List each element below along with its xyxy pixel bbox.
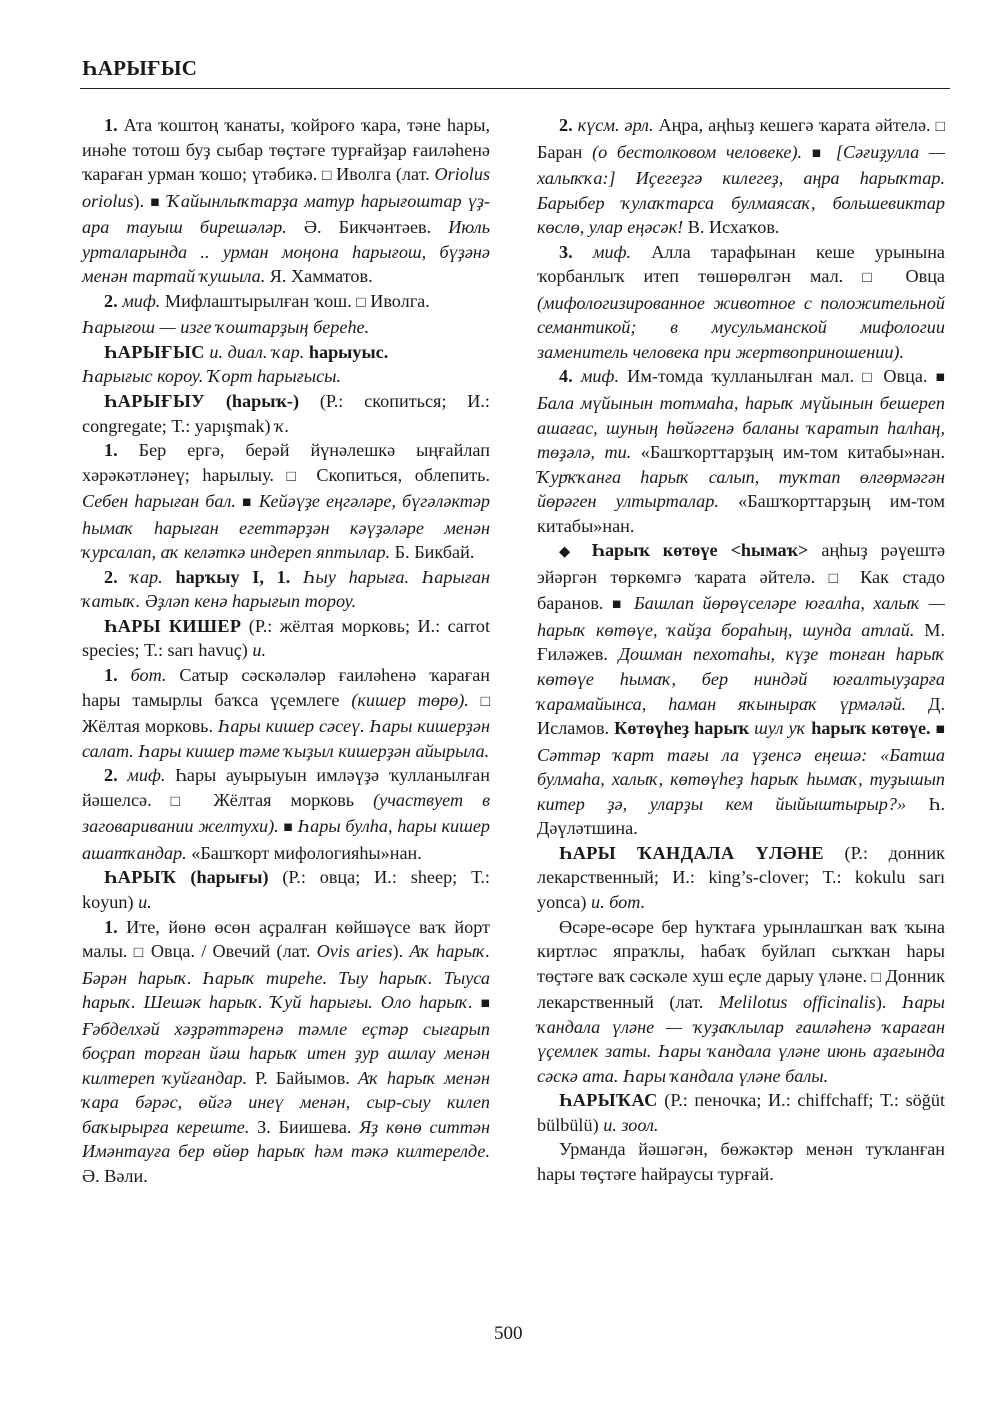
phrase-variant: Көтөүһеҙ һарыҡ bbox=[614, 718, 750, 739]
usage-label: миф. bbox=[572, 241, 632, 262]
entry-sense bbox=[82, 915, 490, 1189]
filled-square-icon bbox=[812, 142, 826, 162]
definition: Бер ергә, берәй йүнәлешкә ыңғайлап хәрәкәтләнеү; һарылыу. bbox=[82, 440, 490, 485]
definition: аңһыҙ рәүештә эйәргән төркөмгә ҡарата әйтелә. bbox=[537, 540, 946, 587]
sense-number: 2. bbox=[104, 765, 118, 786]
entry-sense bbox=[82, 565, 490, 614]
sense-number: 1. bbox=[104, 440, 118, 461]
entry-sense bbox=[82, 113, 490, 289]
equivalents: (Р.: жёлтая морковь; И.: carrot species; Т.: sarı havuç) bbox=[82, 615, 490, 661]
translation: Овца. / Овечий (лат. bbox=[144, 941, 317, 962]
usage-label: миф. bbox=[572, 366, 619, 387]
entry-sense bbox=[537, 113, 945, 240]
example: Дошман пехотаһы, күҙе тонған һарыҡ көтөүе һымаҡ, бер ниндәй юғалтыуҙарға ҡарамайынса, һаман яҡыныраҡ үрмәләй. bbox=[537, 644, 946, 714]
open-square-icon bbox=[862, 266, 886, 286]
dictionary-entry bbox=[82, 865, 490, 914]
latin-name: Oriolus oriolus bbox=[82, 164, 491, 211]
example: Бала мүйынын тотмаһа, һарыҡ мүйынын бешереп ашағас, шуның һөйәгенә баланы ҡаратып һалһаң, төҙәлә, ти. bbox=[537, 393, 945, 463]
part-of-speech: ҡ. bbox=[275, 415, 290, 436]
sense-number: 1. bbox=[104, 665, 118, 686]
open-square-icon bbox=[862, 366, 875, 386]
filled-square-icon bbox=[242, 491, 253, 511]
example: Сәттәр ҡарт тағы ла үҙенсә еңешә: «Батша булмаһа, халыҡ, көтөүһеҙ һарыҡ һымаҡ, туҙышып китер ҙә, уларҙы кем йыйыштырыр?» bbox=[537, 744, 945, 814]
source: Б. Бикбай. bbox=[390, 542, 475, 563]
dictionary-entry bbox=[537, 1088, 945, 1137]
source: Р. Байымов. bbox=[247, 1067, 359, 1088]
part-of-speech: и. bbox=[138, 891, 152, 912]
diamond-icon bbox=[559, 540, 579, 560]
open-square-icon bbox=[286, 465, 303, 485]
punctuation: ). bbox=[133, 190, 151, 211]
open-square-icon bbox=[134, 941, 145, 961]
example: Һыу һарыға. Һарыған ҡатыҡ. Әҙләп кенә һарығып тороу. bbox=[82, 566, 490, 612]
phraseological-unit bbox=[537, 538, 945, 841]
punctuation: ). bbox=[875, 992, 902, 1013]
note: (кишер төрө). bbox=[351, 689, 469, 710]
example: Аҡ һарыҡ менән ҡара бәрәс, өйгә инеү менән, сыр-сыу килеп баҡырырға кереште. bbox=[82, 1067, 491, 1137]
headword: ҺАРЫҠ bbox=[104, 867, 177, 888]
open-square-icon bbox=[872, 966, 881, 986]
definition: Алла тарафынан кеше урынына ҡорбанлыҡ итеп төшөрөлгән мал. bbox=[537, 241, 945, 287]
example: Ҡурҡҡанға һарыҡ салып, туҡтап өлгөрмәгән йөрәген ултырталар. bbox=[537, 466, 945, 512]
phrase: Һарыҡ көтөүе <һымаҡ> bbox=[578, 540, 809, 561]
example: Һары булһа, һары кишер ашатҡандар. bbox=[82, 816, 491, 863]
punctuation: ). bbox=[392, 941, 410, 962]
example: Һары ҡандала үләне — ҡуҙаҡлылар ғаиләһенә ҡараған үҫемлек заты. Һары ҡандала үләне июнь аҙағында сәскә ата. Һары ҡандала үләне балы. bbox=[537, 992, 946, 1086]
part-of-speech: и. зоол. bbox=[603, 1114, 659, 1135]
source: «Башҡорттарҙың им-том китабы»нан. bbox=[537, 491, 945, 536]
sense-number: 1. bbox=[104, 115, 118, 135]
source: З. Биишева. bbox=[249, 1116, 360, 1137]
example: Ғәбделхәй хәҙрәттәренә тәмле еҫтәр сығарып боҫрап торған йәш һарыҡ итен ҙур ашлау менән килтереп ҡуйғандар. bbox=[82, 1018, 490, 1088]
open-square-icon bbox=[829, 567, 847, 587]
example: Ҡайынлыҡтарҙа матур һарығоштар үҙ-ара тауыш бирешәләр. bbox=[82, 190, 490, 238]
sense-number: 2. bbox=[104, 566, 118, 587]
right-column bbox=[537, 113, 945, 1187]
source: Я. Хамматов. bbox=[265, 266, 373, 287]
stem: (һарығы) bbox=[176, 867, 269, 888]
entry-sense bbox=[537, 1137, 945, 1186]
headword: ҺАРЫ КИШЕР bbox=[104, 615, 242, 636]
dictionary-entry bbox=[537, 841, 945, 915]
example: Һары кишер сәсеү. Һары кишерҙән салат. Һары кишер тәме ҡыҙыл кишерҙән айырыла. bbox=[82, 716, 490, 761]
definition: Өсәре-өсәре бер һуҡтаға урынлашҡан ваҡ ҡына киртләс япраҡлы, һабаҡ буйлап сыҡҡан һары төҫтәге ваҡ сәскәле хуш еҫле дарыу үләне. bbox=[537, 916, 945, 986]
translation: Овца bbox=[886, 266, 946, 287]
entry-sense bbox=[82, 663, 490, 763]
open-square-icon bbox=[356, 291, 365, 311]
source: В. Исхаҡов. bbox=[683, 217, 780, 238]
example: Яҙ көнө ситтән Имәнтауға бер өйөр һарыҡ һәм тәкә килтерелде. bbox=[82, 1116, 490, 1162]
example: [Сәғиҙулла — халыҡҡа:] Иҫегеҙгә килегеҙ, аңра һарыҡтар. Барыбер ҡулаҡтарса булмаясаҡ, большевиктар көслө, улар еңәсәк! bbox=[537, 141, 946, 238]
source: Ә. Вәли. bbox=[82, 1165, 148, 1186]
equivalents: (Р.: скопиться; И.: congregate; Т.: yapışmak) bbox=[82, 391, 490, 436]
note: (участвует в заговаривании желтухи). bbox=[82, 789, 491, 837]
phrase-variant: һарыҡ көтөүе. bbox=[811, 718, 931, 739]
example: Кейәүҙе еңгәләре, бүгәләктәр һымаҡ һарыған егеттәрҙән кәүҙәләре менән ҡурсалап, аҡ келәткә индереп яптылар. bbox=[82, 491, 491, 563]
entry-sense bbox=[82, 763, 490, 865]
dictionary-entry bbox=[82, 340, 490, 365]
sense-number: 3. bbox=[559, 241, 573, 262]
example: Июль урталарында .. урман моңона һарығош, бүҙәнә менән тартай ҡушыла. bbox=[82, 217, 491, 287]
open-square-icon bbox=[936, 115, 945, 135]
translation: Баран bbox=[537, 141, 593, 162]
translation: Иволга (лат. bbox=[331, 164, 435, 185]
source: Д. Исламов. bbox=[537, 693, 945, 739]
example: Һарығош — изге ҡоштарҙың береһе. bbox=[82, 317, 370, 338]
definition: Мифлаштырылған ҡош. bbox=[160, 290, 357, 311]
open-square-icon bbox=[481, 690, 490, 710]
example: Һарығыс короу. Ҡорт һарығысы. bbox=[82, 366, 342, 387]
headword: ҺАРЫҒЫС bbox=[104, 341, 205, 362]
definition: Ите, йөнө өсөн аҫралған көйшәүсе ваҡ йорт малы. bbox=[82, 916, 490, 962]
sense-number: 2. bbox=[104, 290, 118, 311]
usage-label: ҡар. bbox=[117, 566, 176, 587]
usage-label: и. диал. ҡар. bbox=[204, 341, 309, 362]
part-of-speech: и. бот. bbox=[591, 891, 646, 912]
usage-label: күсм. әрл. bbox=[572, 115, 654, 135]
translation: Скопиться, облепить. bbox=[303, 464, 490, 485]
equivalents: (Р.: пеночка; И.: chiffchaff; Т.: söğüt bülbülü) bbox=[537, 1090, 945, 1135]
latin-name: Ovis aries bbox=[316, 941, 393, 962]
sense-number: 1. bbox=[104, 916, 118, 937]
headword: ҺАРЫҒЫУ bbox=[104, 391, 206, 412]
filled-square-icon bbox=[936, 366, 945, 386]
usage-label: миф. bbox=[117, 765, 166, 786]
example: Аҡ һарыҡ. Бәрән һарыҡ. Һарыҡ тиреһе. Тыу һарыҡ. Тыуса һарыҡ. Шешәк һарыҡ. Ҡуй һарығы. Оло һарыҡ. bbox=[82, 941, 491, 1013]
entry-sense bbox=[537, 240, 945, 365]
running-head: ҺАРЫҒЫС bbox=[82, 56, 198, 80]
definition: Сатыр сәскәләләр ғаиләһенә ҡараған һары тамырлы баҡса үҫемлеге bbox=[82, 665, 491, 710]
open-square-icon bbox=[171, 790, 195, 810]
filled-square-icon bbox=[936, 718, 945, 738]
equivalents: (Р.: донник лекарственный; И.: king’s-clover; Т.: kokulu sarı yonca) bbox=[537, 842, 945, 912]
filled-square-icon bbox=[612, 593, 625, 613]
translation: Донник лекарственный (лат. bbox=[537, 965, 945, 1013]
filled-square-icon bbox=[481, 992, 490, 1012]
stem: (һарыҡ-) bbox=[205, 391, 300, 412]
latin-name: Melilotus officinalis bbox=[718, 992, 876, 1013]
filled-square-icon bbox=[150, 191, 161, 211]
header-rule bbox=[80, 88, 950, 89]
definition: Урманда йәшәгән, бөжәктәр менән туҡланған һары төҫтәге һайраусы турғай. bbox=[537, 1139, 945, 1184]
source: «Башҡорт мифологияһы»нан. bbox=[186, 842, 422, 863]
equivalents: (Р.: овца; И.: sheep; Т.: koyun) bbox=[82, 867, 490, 912]
source: Ә. Бикчәнтәев. bbox=[286, 217, 449, 238]
definition: Һары ауырыуын имләүҙә ҡулланылған йәшелсә. bbox=[82, 765, 490, 810]
definition: Аңра, аңһыҙ кешегә ҡарата әйтелә. bbox=[653, 115, 936, 135]
headword: ҺАРЫ ҠАНДАЛА ҮЛӘНЕ bbox=[559, 842, 824, 863]
page-number: 500 bbox=[494, 1323, 523, 1344]
example: Себен һарыған бал. bbox=[82, 491, 236, 512]
translation: Как стадо баранов. bbox=[537, 566, 945, 614]
translation: Иволга. bbox=[365, 290, 430, 311]
dictionary-entry bbox=[82, 614, 490, 663]
source: «Башҡорттарҙың им-том китабы»нан. bbox=[631, 442, 945, 463]
definition: Им-томда ҡулланылған мал. bbox=[619, 366, 863, 387]
left-column bbox=[82, 113, 490, 1189]
note: (о бестолковом человеке). bbox=[592, 141, 803, 162]
entry-sense bbox=[537, 915, 945, 1089]
usage-label: бот. bbox=[117, 665, 167, 686]
filled-square-icon bbox=[283, 816, 293, 836]
sense-number: 2. bbox=[559, 115, 573, 135]
usage-label: миф. bbox=[117, 290, 161, 311]
translation: Жёлтая морковь. bbox=[82, 716, 218, 737]
translation: Жёлтая морковь bbox=[194, 789, 374, 810]
part-of-speech: и. bbox=[252, 640, 267, 661]
source: Һ. Дәүләтшина. bbox=[537, 793, 945, 839]
usage-label: шул уҡ bbox=[749, 718, 812, 739]
note: (мифологизированное животное с положительной семантикой; в мусульманской мифологии заменитель человека при жертвоприношении). bbox=[537, 292, 945, 362]
sense-number: 4. bbox=[559, 366, 573, 387]
example: Башлап йөрөүселәре юғалһа, халыҡ — һарыҡ көтөүе, ҡайҙа бораһың, шунда атлай. bbox=[537, 593, 945, 640]
definition: Ата ҡоштоң ҡанаты, ҡойроғо ҡара, тәне һары, инәһе тотош буҙ сыбар төҫтәге турғайҙар ғаиләһенә ҡараған урман ҡошо; үтәбикә. bbox=[82, 115, 490, 185]
headword: ҺАРЫҠАС bbox=[559, 1090, 658, 1111]
entry-sense bbox=[82, 289, 490, 316]
cross-reference: һарыуыс. bbox=[308, 341, 389, 362]
entry-sense bbox=[82, 438, 490, 565]
translation: Овца. bbox=[875, 366, 936, 387]
cross-reference: һарҡыу I, 1. bbox=[175, 566, 291, 587]
entry-sense bbox=[537, 364, 945, 538]
dictionary-entry bbox=[82, 389, 490, 438]
source: М. Ғиләжев. bbox=[537, 619, 946, 665]
